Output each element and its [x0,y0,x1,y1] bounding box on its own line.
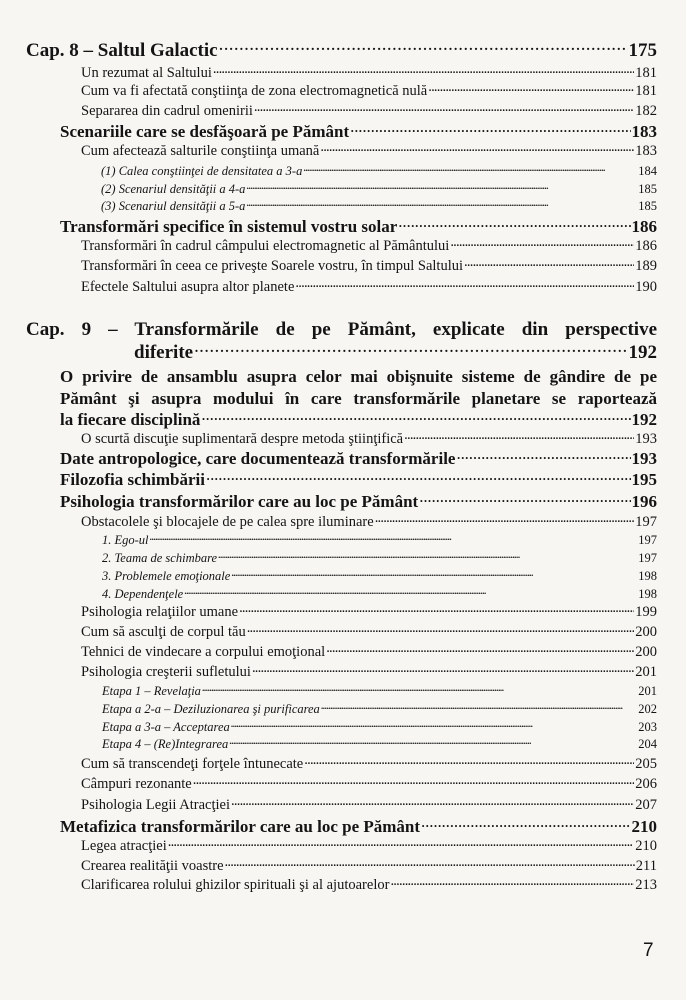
entry-title: 4. Dependenţele [102,587,184,601]
entry-title: Etapa a 3-a – Acceptarea [102,720,230,734]
section-title: Date antropologice, care documentează transformările [60,449,456,468]
toc-entry[interactable] [81,143,657,160]
dot-leader [428,79,634,96]
dot-leader [150,529,638,544]
entry-title: (3) Scenariul densităţii a 5-a [101,199,246,213]
dot-leader [213,61,634,78]
entry-title: Cum afectează salturile conştiinţa umană [81,143,320,159]
page-ref: 182 [635,103,657,119]
chapter-heading-continued[interactable] [134,342,657,364]
dot-leader [321,698,637,713]
page-ref: 185 [638,199,657,213]
page-ref: 186 [631,217,657,236]
entry-title: Legea atracţiei [81,838,167,854]
dot-leader [206,465,631,485]
dot-leader [450,234,634,251]
section-title: Transformări specifice în sistemul vostru solar [60,217,398,236]
page-ref: 203 [638,720,657,734]
page-ref: 197 [638,533,657,547]
page-ref: 181 [635,65,657,81]
toc-subentry[interactable] [102,684,657,699]
dot-leader [390,873,634,890]
page-ref: 201 [638,684,657,698]
entry-title: Un rezumat al Saltului [81,65,212,81]
entry-title: Câmpuri rezonante [81,776,192,792]
entry-title: Psihologia Legii Atracţiei [81,797,231,813]
page-ref: 207 [635,797,657,813]
page-ref: 197 [638,551,657,565]
dot-leader [229,733,637,748]
toc-entry[interactable] [81,624,657,641]
page-ref: 189 [635,258,657,274]
dot-leader [202,680,637,695]
page-ref: 198 [638,569,657,583]
page-ref: 186 [635,238,657,254]
dot-leader [320,139,634,156]
entry-title: Etapa 1 – Revelaţia [102,684,201,698]
page-ref: 193 [631,449,657,468]
dot-leader [247,620,635,637]
toc-entry[interactable] [81,279,657,296]
dot-leader [231,793,634,810]
toc-entry[interactable] [81,258,657,275]
page-ref: 185 [638,182,657,196]
toc-entry[interactable] [81,664,657,681]
page-ref: 199 [635,604,657,620]
entry-title: Transformări în ceea ce priveşte Soarele vostru, în timpul Saltului [81,258,464,274]
toc-entry[interactable] [81,238,657,255]
toc-subentry[interactable] [102,533,657,548]
section-title-line: Pământ şi asupra modului în care transformările planetare se raportează [60,389,657,408]
page-ref: 193 [635,431,657,447]
dot-leader [231,565,637,580]
page-ref: 200 [635,644,657,660]
dot-leader [304,752,634,769]
dot-leader [219,34,628,56]
toc-subentry[interactable] [102,551,657,566]
dot-leader [194,336,627,358]
page-ref: 195 [631,470,657,489]
dot-leader [218,547,637,562]
page-ref: 211 [635,858,657,874]
dot-leader [350,117,630,137]
chapter-heading[interactable] [26,40,657,62]
page-ref: 175 [628,40,657,61]
entry-title: Separarea din cadrul omenirii [81,103,253,119]
page-ref: 201 [635,664,657,680]
toc-entry[interactable] [81,644,657,661]
dot-leader [398,212,630,232]
toc-subentry[interactable] [102,737,657,752]
dot-leader [201,405,630,425]
page-ref: 184 [638,164,657,178]
dot-leader [246,195,637,210]
entry-title: Psihologia creşterii sufletului [81,664,251,680]
section-title-line: O privire de ansamblu asupra celor mai obişnuite sisteme de gândire de pe [60,367,657,386]
section-title-line: la fiecare disciplină [60,410,201,429]
section-heading[interactable] [60,366,657,410]
page-ref: 213 [635,877,657,893]
page-ref: 183 [631,122,657,141]
dot-leader [254,99,634,116]
dot-leader [303,160,637,175]
toc-entry[interactable] [81,83,657,100]
page-ref: 202 [638,702,657,716]
chapter-title: Cap. 8 – Saltul Galactic [26,40,218,61]
entry-title: O scurtă discuţie suplimentară despre metoda ştiinţifică [81,431,404,447]
entry-title: Crearea realităţii voastre [81,858,224,874]
page-ref: 204 [638,737,657,751]
entry-title: Etapa 4 – (Re)Integrarea [102,737,229,751]
entry-title: Obstacolele şi blocajele de pe calea spre iluminare [81,514,374,530]
section-title: Psihologia transformărilor care au loc pe Pământ [60,492,419,511]
entry-title: Transformări în cadrul câmpului electromagnetic al Pământului [81,238,450,254]
dot-leader [419,487,630,507]
section-heading[interactable] [60,492,657,512]
page-ref: 192 [631,410,657,429]
dot-leader [326,640,634,657]
toc-subentry[interactable] [102,702,657,717]
entry-title: Etapa a 2-a – Deziluzionarea şi purificarea [102,702,320,716]
page-ref: 197 [635,514,657,530]
entry-title: Cum va fi afectată conştiinţa de zona electromagnetică nulă [81,83,428,99]
page-ref: 190 [635,279,657,295]
toc-subentry[interactable] [101,164,657,179]
dot-leader [168,834,635,851]
page-ref: 200 [635,624,657,640]
page-ref: 181 [635,83,657,99]
page-ref: 196 [631,492,657,511]
entry-title: Efectele Saltului asupra altor planete [81,279,295,295]
toc-entry[interactable] [81,877,657,894]
section-title: Filozofia schimbării [60,470,205,489]
dot-leader [404,427,634,444]
page-ref: 192 [628,342,657,363]
entry-title: 1. Ego-ul [102,533,149,547]
entry-title: Cum să asculţi de corpul tău [81,624,246,640]
entry-title: Clarificarea rolului ghizilor spirituali şi al ajutoarelor [81,877,390,893]
dot-leader [421,812,630,832]
page-ref: 183 [635,143,657,159]
dot-leader [252,660,634,677]
entry-title: (2) Scenariul densităţii a 4-a [101,182,246,196]
dot-leader [464,254,634,271]
page-ref: 210 [635,838,657,854]
entry-title: 2. Teama de schimbare [102,551,218,565]
page-ref: 206 [635,776,657,792]
dot-leader [295,275,634,292]
entry-title: Tehnici de vindecare a corpului emoţional [81,644,326,660]
dot-leader [246,178,637,193]
toc-entry[interactable] [81,776,657,793]
dot-leader [456,444,630,464]
page-number: 7 [643,940,654,961]
page-ref: 205 [635,756,657,772]
toc-subentry[interactable] [102,569,657,584]
entry-title: Cum să transcendeţi forţele întunecate [81,756,304,772]
toc-entry[interactable] [81,604,657,621]
dot-leader [225,854,635,871]
dot-leader [375,510,635,527]
entry-title: 3. Problemele emoţionale [102,569,231,583]
dot-leader [239,600,634,617]
dot-leader [231,716,638,731]
page-ref: 198 [638,587,657,601]
entry-title: (1) Calea conştiinţei de densitatea a 3-a [101,164,303,178]
toc-entry[interactable] [81,838,657,855]
section-title: Scenariile care se desfăşoară pe Pământ [60,122,350,141]
dot-leader [184,583,637,598]
dot-leader [193,772,635,789]
toc-entry[interactable] [81,756,657,773]
chapter-title-line: Cap. 9 – Transformările de pe Pământ, explicate din perspective [26,319,657,340]
entry-title: Psihologia relaţiilor umane [81,604,239,620]
section-title: Metafizica transformărilor care au loc pe Pământ [60,817,421,836]
chapter-title-line: diferite [134,342,194,363]
page-ref: 210 [631,817,657,836]
